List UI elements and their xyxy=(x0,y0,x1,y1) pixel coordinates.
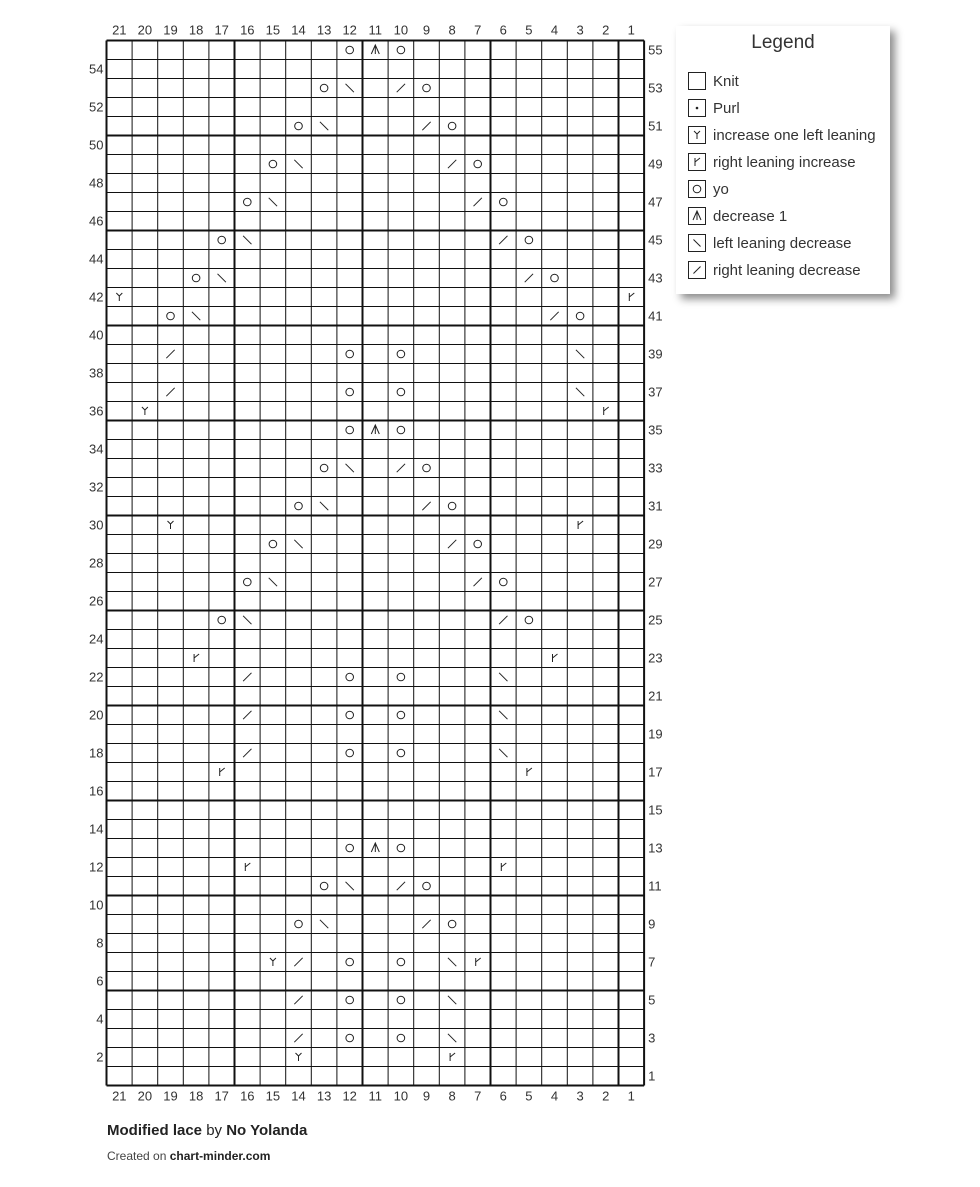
column-label-top: 6 xyxy=(499,22,507,38)
column-label-bottom: 8 xyxy=(448,1088,456,1104)
stitch-yo xyxy=(397,426,405,434)
stitch-k2tog xyxy=(422,122,430,130)
legend-item-yo xyxy=(688,178,729,200)
column-label-top: 14 xyxy=(291,22,306,38)
stitch-yo xyxy=(244,578,252,586)
purl-icon xyxy=(688,99,706,117)
row-label-right: 35 xyxy=(648,422,663,438)
stitch-k2tog xyxy=(294,1034,302,1042)
stitch-k2tog xyxy=(243,749,251,757)
legend-item-knit xyxy=(688,70,739,92)
stitch-ssk xyxy=(576,388,584,396)
stitch-ssk xyxy=(346,464,354,472)
row-label-right: 33 xyxy=(648,460,663,476)
stitch-yo xyxy=(295,122,303,130)
stitch-ssk xyxy=(499,711,507,719)
row-label-left: 24 xyxy=(89,631,104,647)
stitch-yo xyxy=(693,185,701,193)
row-label-right: 3 xyxy=(648,1030,656,1046)
stitch-yo xyxy=(551,274,559,282)
column-label-top: 18 xyxy=(188,22,204,38)
stitch-ssk xyxy=(448,958,456,966)
row-label-right: 37 xyxy=(648,384,663,400)
column-label-bottom: 11 xyxy=(368,1088,383,1104)
stitch-k2tog xyxy=(422,920,430,928)
stitch-yo xyxy=(423,464,431,472)
row-label-left: 22 xyxy=(89,669,104,685)
column-label-top: 16 xyxy=(240,22,255,38)
row-label-left: 54 xyxy=(89,61,104,77)
stitch-ssk xyxy=(693,239,700,246)
row-label-left: 16 xyxy=(89,783,104,799)
column-label-bottom: 21 xyxy=(112,1088,127,1104)
row-label-left: 40 xyxy=(89,327,104,343)
stitch-yo xyxy=(474,160,482,168)
stitch-yo xyxy=(167,312,175,320)
row-label-left: 42 xyxy=(89,289,104,305)
legend-item-m1r xyxy=(688,151,856,173)
column-label-bottom: 19 xyxy=(163,1088,178,1104)
legend-label: left leaning decrease xyxy=(713,234,852,252)
row-label-left: 48 xyxy=(89,175,104,191)
stitch-ssk xyxy=(320,122,328,130)
column-label-top: 11 xyxy=(368,22,383,38)
by-text: by xyxy=(206,1122,223,1139)
knit-icon xyxy=(688,72,706,90)
stitch-k2tog xyxy=(693,266,700,273)
stitch-k2tog xyxy=(499,236,507,244)
stitch-dec1 xyxy=(693,211,701,220)
column-label-top: 15 xyxy=(265,22,281,38)
stitch-k2tog xyxy=(499,616,507,624)
column-label-bottom: 3 xyxy=(576,1088,584,1104)
legend-label: right leaning decrease xyxy=(713,261,861,279)
stitch-yo xyxy=(346,426,354,434)
stitch-ssk xyxy=(269,578,277,586)
stitch-yo xyxy=(525,616,533,624)
stitch-m1r xyxy=(604,407,609,415)
column-label-top: 21 xyxy=(112,22,127,38)
chart-labels xyxy=(89,23,663,1104)
stitch-k2tog xyxy=(448,540,456,548)
column-label-top: 17 xyxy=(214,22,229,38)
column-label-bottom: 16 xyxy=(240,1088,255,1104)
legend-label: Purl xyxy=(713,99,740,117)
stitch-k2tog xyxy=(243,673,251,681)
stitch-m1r xyxy=(501,863,506,871)
legend-label: right leaning increase xyxy=(713,153,856,171)
row-label-right: 47 xyxy=(648,194,663,210)
stitch-k2tog xyxy=(448,160,456,168)
stitch-yo xyxy=(397,711,405,719)
column-label-top: 9 xyxy=(422,22,431,38)
legend-label: decrease 1 xyxy=(713,207,788,225)
chart-title xyxy=(107,1122,307,1139)
stitch-ssk xyxy=(448,996,456,1004)
column-label-top: 13 xyxy=(316,22,332,38)
row-label-left: 4 xyxy=(96,1011,104,1027)
row-label-left: 26 xyxy=(89,593,104,609)
stitch-yo xyxy=(397,388,405,396)
column-label-bottom: 1 xyxy=(627,1088,635,1104)
column-label-bottom: 12 xyxy=(342,1088,357,1104)
stitch-yo xyxy=(500,198,508,206)
stitch-yo xyxy=(346,388,354,396)
stitch-yo xyxy=(448,502,456,510)
ssk-icon xyxy=(688,234,706,252)
stitch-k2tog xyxy=(525,274,533,282)
pattern-name: Modified lace xyxy=(107,1122,203,1139)
stitch-k2tog xyxy=(397,882,405,890)
column-label-top: 20 xyxy=(137,22,153,38)
stitch-yo xyxy=(218,236,226,244)
column-label-bottom: 7 xyxy=(474,1088,482,1104)
stitch-ssk xyxy=(218,274,226,282)
column-label-top: 1 xyxy=(627,22,635,38)
row-label-left: 32 xyxy=(89,479,104,495)
stitch-k2tog xyxy=(294,958,302,966)
stitch-yo xyxy=(218,616,226,624)
legend-item-purl xyxy=(688,97,740,119)
legend-item-k2tog xyxy=(688,259,861,281)
stitch-k2tog xyxy=(550,312,558,320)
column-label-bottom: 5 xyxy=(525,1088,533,1104)
row-label-right: 15 xyxy=(648,802,663,818)
row-label-left: 18 xyxy=(89,745,104,761)
stitch-yo xyxy=(192,274,200,282)
stitch-k2tog xyxy=(166,350,174,358)
stitch-m1l xyxy=(116,293,122,301)
stitch-yo xyxy=(397,958,405,966)
legend-panel xyxy=(676,26,890,294)
stitch-yo xyxy=(346,958,354,966)
stitch-yo xyxy=(397,1034,405,1042)
row-label-right: 49 xyxy=(648,156,663,172)
stitch-k2tog xyxy=(474,198,482,206)
row-label-right: 23 xyxy=(648,650,663,666)
row-label-right: 41 xyxy=(648,308,663,324)
row-label-right: 39 xyxy=(648,346,663,362)
row-label-right: 27 xyxy=(648,574,663,590)
row-label-right: 1 xyxy=(648,1068,656,1084)
stitch-m1r xyxy=(194,654,199,662)
stitch-yo xyxy=(295,502,303,510)
stitch-ssk xyxy=(269,198,277,206)
row-label-right: 11 xyxy=(648,878,662,894)
row-label-left: 52 xyxy=(89,99,104,115)
stitch-m1r xyxy=(527,768,532,776)
stitch-yo xyxy=(423,84,431,92)
stitch-ssk xyxy=(294,160,302,168)
stitch-yo xyxy=(397,46,405,54)
stitch-yo xyxy=(346,46,354,54)
stitch-m1r xyxy=(220,768,225,776)
m1l-icon xyxy=(688,126,706,144)
stitch-m1r xyxy=(553,654,558,662)
stitch-ssk xyxy=(320,920,328,928)
row-label-left: 20 xyxy=(89,707,104,723)
column-label-bottom: 13 xyxy=(316,1088,332,1104)
stitch-k2tog xyxy=(243,711,251,719)
k2tog-icon xyxy=(688,261,706,279)
row-label-right: 45 xyxy=(648,232,663,248)
legend-label: Knit xyxy=(713,72,739,90)
stitch-m1r xyxy=(578,521,583,529)
row-label-right: 9 xyxy=(648,916,656,932)
stitch-yo xyxy=(346,1034,354,1042)
row-label-left: 44 xyxy=(89,251,104,267)
stitch-yo xyxy=(269,540,277,548)
dec1-icon xyxy=(688,207,706,225)
row-label-left: 12 xyxy=(89,859,104,875)
stitch-ssk xyxy=(499,673,507,681)
stitch-yo xyxy=(346,749,354,757)
stitch-yo xyxy=(525,236,533,244)
column-label-bottom: 2 xyxy=(602,1088,610,1104)
row-label-left: 8 xyxy=(96,935,104,951)
created-on-text: Created on xyxy=(107,1149,167,1163)
stitch-m1r xyxy=(476,958,481,966)
row-label-left: 10 xyxy=(89,897,104,913)
legend-title: Legend xyxy=(751,32,815,53)
stitch-purl xyxy=(696,107,699,110)
stitch-ssk xyxy=(294,540,302,548)
row-label-left: 30 xyxy=(89,517,104,533)
stitch-ssk xyxy=(243,236,251,244)
stitch-m1r xyxy=(629,293,634,301)
stitch-yo xyxy=(346,350,354,358)
column-label-top: 10 xyxy=(393,22,409,38)
row-label-right: 19 xyxy=(648,726,663,742)
row-label-right: 5 xyxy=(648,992,656,1008)
row-label-left: 46 xyxy=(89,213,104,229)
stitch-k2tog xyxy=(422,502,430,510)
stitch-yo xyxy=(397,844,405,852)
stitch-yo xyxy=(397,749,405,757)
stitch-yo xyxy=(346,996,354,1004)
row-label-right: 29 xyxy=(648,536,663,552)
legend-item-m1l xyxy=(688,124,876,146)
stitch-k2tog xyxy=(397,84,405,92)
stitch-k2tog xyxy=(474,578,482,586)
column-label-bottom: 18 xyxy=(188,1088,204,1104)
stitch-yo xyxy=(244,198,252,206)
column-label-bottom: 4 xyxy=(550,1088,559,1104)
row-label-right: 25 xyxy=(648,612,663,628)
stitch-yo xyxy=(269,160,277,168)
stitch-ssk xyxy=(243,616,251,624)
stitch-ssk xyxy=(448,1034,456,1042)
row-label-left: 6 xyxy=(96,973,104,989)
column-label-bottom: 6 xyxy=(499,1088,507,1104)
stitch-yo xyxy=(346,673,354,681)
column-label-top: 19 xyxy=(163,22,178,38)
stitch-yo xyxy=(448,920,456,928)
column-label-top: 3 xyxy=(576,22,584,38)
stitch-yo xyxy=(397,996,405,1004)
stitch-dec1 xyxy=(371,843,379,852)
stitch-m1r xyxy=(695,158,700,166)
legend-item-dec1 xyxy=(688,205,787,227)
stitch-ssk xyxy=(499,749,507,757)
stitch-yo xyxy=(320,84,328,92)
stitch-yo xyxy=(346,711,354,719)
row-label-left: 28 xyxy=(89,555,104,571)
stitch-m1r xyxy=(245,863,250,871)
column-label-bottom: 9 xyxy=(422,1088,431,1104)
row-label-right: 43 xyxy=(648,270,663,286)
column-label-bottom: 20 xyxy=(137,1088,153,1104)
stitch-m1r xyxy=(450,1053,455,1061)
stitch-m1l xyxy=(296,1053,302,1061)
row-label-right: 13 xyxy=(648,840,663,856)
stitch-m1l xyxy=(142,407,148,415)
stitch-ssk xyxy=(346,84,354,92)
row-label-right: 53 xyxy=(648,80,663,96)
stitch-k2tog xyxy=(294,996,302,1004)
column-label-bottom: 14 xyxy=(291,1088,306,1104)
stitch-k2tog xyxy=(166,388,174,396)
column-label-bottom: 15 xyxy=(265,1088,281,1104)
stitch-yo xyxy=(320,882,328,890)
legend-label: increase one left leaning xyxy=(713,126,876,144)
stitch-ssk xyxy=(320,502,328,510)
stitch-ssk xyxy=(346,882,354,890)
m1r-icon xyxy=(688,153,706,171)
stitch-yo xyxy=(397,350,405,358)
yo-icon xyxy=(688,180,706,198)
stitch-yo xyxy=(448,122,456,130)
row-label-left: 14 xyxy=(89,821,104,837)
row-label-right: 7 xyxy=(648,954,656,970)
stitch-m1l xyxy=(694,131,700,139)
column-label-top: 12 xyxy=(342,22,357,38)
stitch-yo xyxy=(576,312,584,320)
column-label-top: 7 xyxy=(474,22,482,38)
created-on xyxy=(107,1149,270,1163)
stitch-k2tog xyxy=(397,464,405,472)
row-label-right: 17 xyxy=(648,764,663,780)
column-label-bottom: 10 xyxy=(393,1088,409,1104)
stitch-yo xyxy=(295,920,303,928)
stitch-dec1 xyxy=(371,425,379,434)
stitch-yo xyxy=(474,540,482,548)
row-label-right: 51 xyxy=(648,118,663,134)
stitch-m1l xyxy=(168,521,174,529)
row-label-right: 55 xyxy=(648,42,663,58)
stitch-yo xyxy=(423,882,431,890)
author-name: No Yolanda xyxy=(226,1122,308,1139)
stitch-yo xyxy=(397,673,405,681)
stitch-ssk xyxy=(192,312,200,320)
stitch-yo xyxy=(500,578,508,586)
chart-grid xyxy=(107,41,645,1086)
legend-label: yo xyxy=(713,180,729,198)
stitch-m1l xyxy=(270,958,276,966)
column-label-top: 5 xyxy=(525,22,533,38)
row-label-right: 21 xyxy=(648,688,663,704)
column-label-top: 4 xyxy=(550,22,559,38)
site-link[interactable]: chart-minder.com xyxy=(169,1149,271,1163)
row-label-left: 2 xyxy=(96,1049,104,1065)
row-label-left: 50 xyxy=(89,137,104,153)
legend-item-ssk xyxy=(688,232,851,254)
row-label-left: 34 xyxy=(89,441,104,457)
stitch-yo xyxy=(346,844,354,852)
stitch-ssk xyxy=(576,350,584,358)
column-label-top: 2 xyxy=(602,22,610,38)
column-label-bottom: 17 xyxy=(214,1088,229,1104)
row-label-left: 38 xyxy=(89,365,104,381)
row-label-left: 36 xyxy=(89,403,104,419)
stitch-yo xyxy=(320,464,328,472)
column-label-top: 8 xyxy=(448,22,456,38)
row-label-right: 31 xyxy=(648,498,663,514)
stitch-dec1 xyxy=(371,45,379,54)
